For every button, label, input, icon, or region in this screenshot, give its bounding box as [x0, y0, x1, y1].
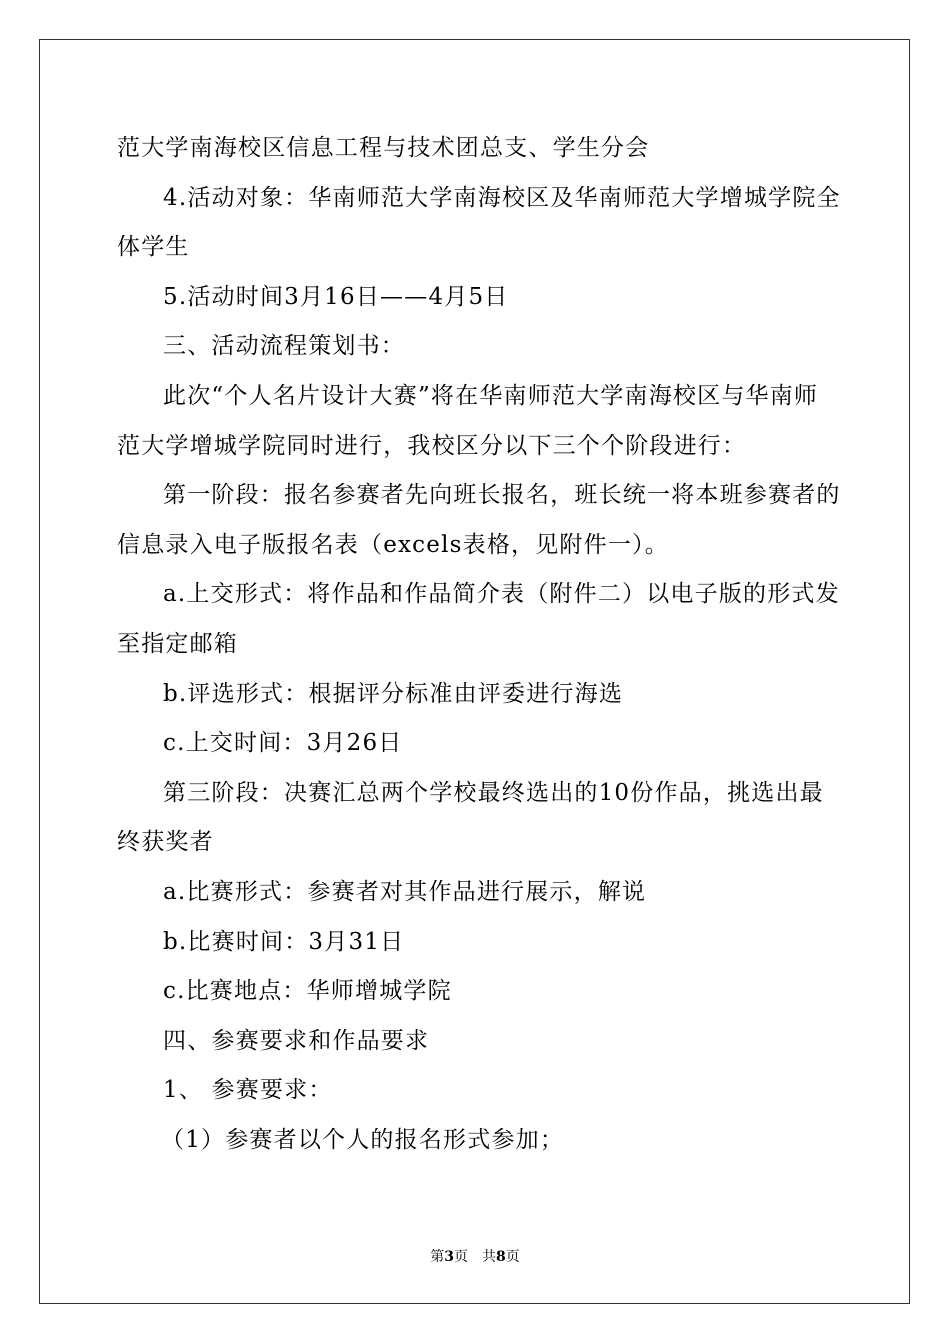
page-footer: [0, 1246, 950, 1266]
text-line: 范大学南海校区信息工程与技术团总支、学生分会: [117, 135, 650, 161]
text-line: （1）参赛者以个人的报名形式参加；: [161, 1126, 565, 1153]
text-line: a.比赛形式：参赛者对其作品进行展示，解说: [163, 878, 647, 905]
text-line: b.比赛时间：3月31日: [163, 928, 405, 955]
text-line: 此次“个人名片设计大赛”将在华南师范大学南海校区与华南师: [163, 382, 819, 409]
page-number-suffix: 页: [454, 1249, 468, 1265]
text-line: b.评选形式：根据评分标准由评委进行海选: [163, 680, 624, 707]
text-line: c.上交时间：3月26日: [163, 730, 403, 757]
document-body: [117, 124, 841, 1165]
page-number-prefix: 第: [430, 1249, 445, 1265]
total-pages-suffix: 页: [505, 1249, 520, 1265]
section-heading: 四、参赛要求和作品要求: [163, 1027, 430, 1054]
text-line: 范大学增城学院同时进行，我校区分以下三个个阶段进行：: [117, 432, 747, 459]
text-line: 5.活动时间3月16日——4月5日: [163, 283, 509, 310]
text-line: a.上交形式：将作品和作品简介表（附件二）以电子版的形式发: [163, 581, 840, 608]
text-line: 体学生: [117, 234, 190, 261]
text-line: 第三阶段：决赛汇总两个学校最终选出的10份作品，挑选出最: [163, 779, 824, 806]
text-line: 至指定邮箱: [117, 630, 238, 657]
page-number: 3: [444, 1249, 454, 1265]
text-line: 终获奖者: [117, 829, 214, 856]
total-pages-prefix: 共: [482, 1249, 496, 1265]
section-heading: 三、活动流程策划书：: [163, 333, 405, 360]
text-line: 1、 参赛要求：: [163, 1077, 333, 1104]
total-pages: 8: [496, 1249, 506, 1265]
text-line: c.比赛地点：华师增城学院: [163, 978, 452, 1005]
text-line: 4.活动对象：华南师范大学南海校区及华南师范大学增城学院全: [163, 184, 841, 211]
text-line: 第一阶段：报名参赛者先向班长报名，班长统一将本班参赛者的: [163, 482, 841, 509]
text-line: 信息录入电子版报名表（excels表格，见附件一）。: [117, 531, 669, 558]
